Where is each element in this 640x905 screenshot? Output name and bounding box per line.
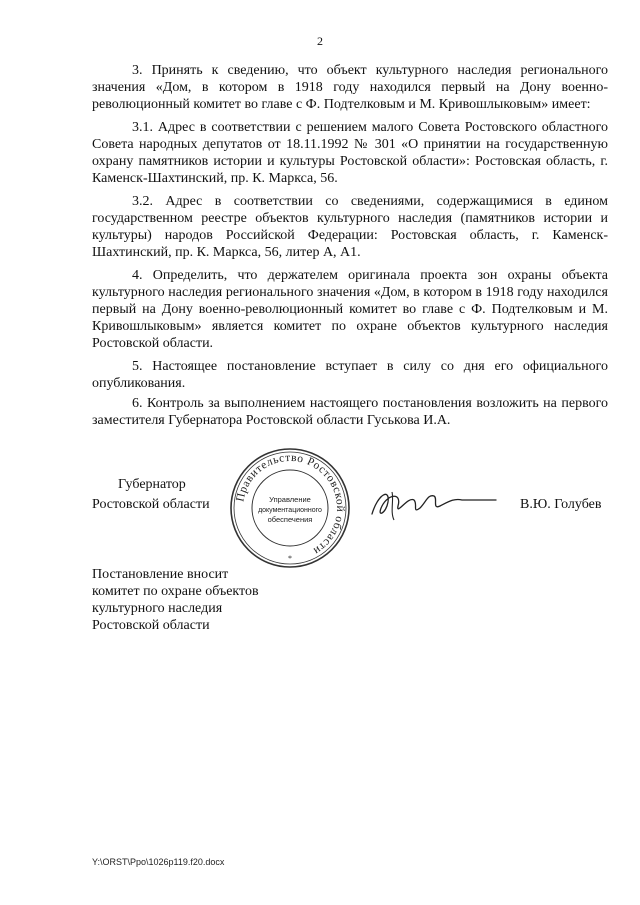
- seal-outer-text: Правительство Ростовской области: [234, 451, 347, 558]
- seal-inner-line2: документационного: [258, 507, 322, 514]
- seal-graphic: [228, 446, 352, 570]
- submitter-line1: Постановление вносит: [92, 567, 229, 582]
- handwritten-signature: [368, 484, 498, 524]
- signer-title-line2: Ростовской области: [92, 497, 210, 512]
- document-body: [92, 62, 608, 435]
- paragraph-3-1: 3.1. Адрес в соответствии с решением малого Совета Ростовского областного Совета народных депутатов от 18.11.1992 № 301 «О принятии на государственную охрану памятников истории и культуры Ростовской области»: Ростовская область, г. Каменск-Шахтинский, пр. К. Маркса, 56.: [92, 120, 608, 186]
- submitter-line2: комитет по охране объектов: [92, 584, 259, 599]
- paragraph-3-2: 3.2. Адрес в соответствии со сведениями, содержащимися в едином государственном реестре объектов культурного наследия (памятников истории и культуры) народов Российской Федерации: Ростовская область, г. Каменск-Шахтинский, пр. К. Маркса, 56, литер А, А1.: [92, 194, 608, 260]
- signature-graphic: [368, 484, 498, 524]
- submitter-line4: Ростовской области: [92, 618, 210, 633]
- page-number: 2: [317, 34, 323, 48]
- paragraph-3: 3. Принять к сведению, что объект культурного наследия регионального значения «Дом, в котором в 1918 году находился первый на Дону военно-революционный комитет во главе с Ф. Подтелковым и М. Кривошлыковым» имеет:: [92, 63, 608, 112]
- signer-name: В.Ю. Голубев: [520, 497, 602, 512]
- submitter-line3: культурного наследия: [92, 601, 223, 616]
- seal-inner-line1: Управление: [269, 495, 311, 504]
- submitter-note: [92, 566, 292, 634]
- file-path: Y:\ORST\Ppo\1026p119.f20.docx: [92, 857, 225, 867]
- seal-star-icon: *: [288, 554, 292, 563]
- paragraph-6: 6. Контроль за выполнением настоящего постановления возложить на первого заместителя Губернатора Ростовской области Гуськова И.А.: [92, 396, 608, 428]
- signer-title-line1: Губернатор: [118, 477, 186, 492]
- paragraph-4: 4. Определить, что держателем оригинала проекта зон охраны объекта культурного наследия регионального значения «Дом, в котором в 1918 году находился первый на Дону военно-революционный комитет во главе с Ф. Подтелковым и М. Кривошлыковым» является комитет по охране объектов культурного наследия Ростовской области.: [92, 268, 608, 351]
- seal-inner-line3: обеспечения: [267, 515, 313, 524]
- official-seal: [228, 446, 352, 570]
- paragraph-5: 5. Настоящее постановление вступает в силу со дня его официального опубликования.: [92, 359, 608, 391]
